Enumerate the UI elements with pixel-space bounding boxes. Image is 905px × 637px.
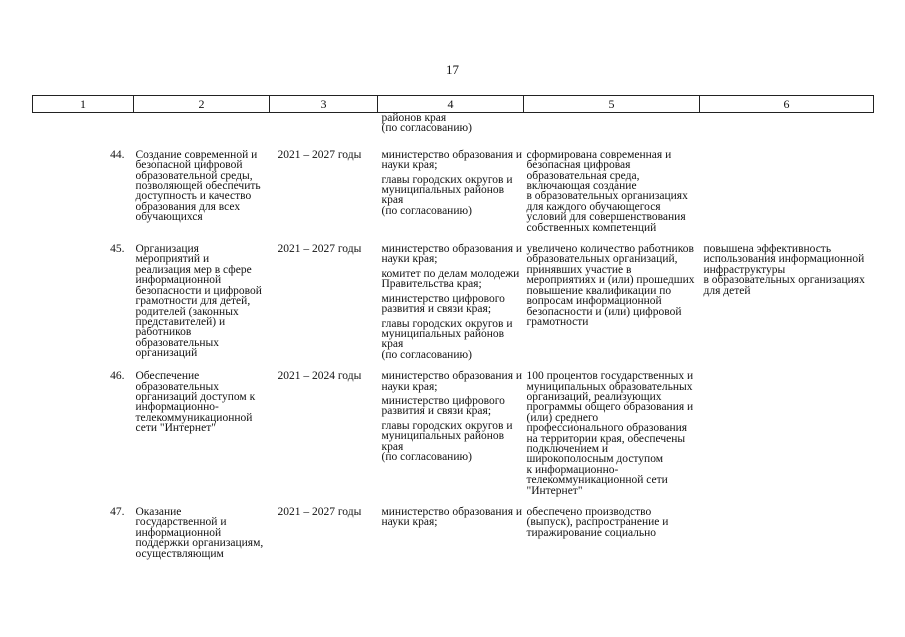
executor-entry: районов края (по согласованию) [381, 112, 472, 135]
implementation-period: 2021 – 2027 годы [277, 148, 362, 161]
implementation-period: 2021 – 2024 годы [277, 370, 362, 383]
executor-entry: главы городских округов и муниципальных районов края (по согласованию) [381, 173, 513, 217]
row-number: 47. [110, 506, 125, 518]
table-row [33, 507, 874, 559]
expected-result: обеспечено производство (выпуск), распространение и тиражирование социально [526, 506, 669, 539]
measure-name: Обеспечение образовательных организаций доступом к информационно-телекоммуникационной сети "Интернет" [135, 370, 256, 435]
row-number: 46. [110, 370, 125, 383]
table-body [33, 113, 874, 560]
expected-result: сформирована современная и безопасная цифровая образовательная среда, включающая создание в образовательных организациях для каждого обучающегося условий для совершенствования собственных компетенций [526, 148, 688, 234]
target-indicator [700, 150, 874, 244]
expected-result: 100 процентов государственных и муниципальных образовательных организаций, реализующих программы общего образования и (или) среднего профессионального образования на территории края, обеспечены подключением и широкополосным доступом к информационно-телекоммуникационной сети "Интернет" [526, 370, 694, 497]
measures-table [32, 95, 874, 559]
executor-entry: министерство образования и науки края; [381, 370, 523, 393]
column-number-5: 5 [524, 96, 700, 113]
executor-entry: министерство образования и науки края; [381, 243, 523, 266]
column-number-4: 4 [378, 96, 524, 113]
column-number-row [33, 96, 874, 113]
page-number: 17 [446, 62, 459, 77]
expected-result: увеличено количество работников образовательных организаций, принявших участие в мероприятиях и (или) прошедших повышение квалификации по вопросам информационной безопасности и (или) цифровой грамотности [526, 243, 695, 328]
target-indicator [700, 507, 874, 559]
measure-name: Оказание государственной и информационной поддержки организациям, осуществляющим [135, 506, 264, 560]
column-number-3: 3 [270, 96, 378, 113]
executor-entry: министерство образования и науки края; [381, 148, 523, 172]
executor-entry: комитет по делам молодежи Правительства края; [381, 267, 520, 291]
executors-cell [378, 113, 524, 150]
column-number-6: 6 [700, 96, 874, 113]
continuation-row [33, 113, 874, 150]
implementation-period: 2021 – 2027 годы [277, 243, 362, 256]
measure-name: Создание современной и безопасной цифровой образовательной среды, позволяющей обеспечить доступность и качество образования для всех обучающихся [135, 148, 261, 224]
executor-entry: министерство образования и науки края; [381, 506, 523, 529]
executor-entry: главы городских округов и муниципальных районов края (по согласованию) [381, 317, 513, 361]
column-number-1: 1 [33, 96, 134, 113]
executor-entry: главы городских округов и муниципальных районов края (по согласованию) [381, 419, 513, 463]
executor-entry: министерство цифрового развития и связи края; [381, 292, 505, 316]
column-number-2: 2 [134, 96, 270, 113]
target-indicator: повышена эффективность использования информационной инфраструктуры в образовательных организациях для детей [703, 243, 865, 297]
executors-cell [378, 244, 524, 371]
row-number: 44. [110, 148, 125, 161]
executors-cell [378, 507, 524, 559]
implementation-period: 2021 – 2027 годы [277, 506, 362, 518]
executor-entry: министерство цифрового развития и связи края; [381, 394, 505, 418]
target-indicator [700, 371, 874, 507]
table-row [33, 371, 874, 507]
table-row [33, 244, 874, 371]
executors-cell [378, 150, 524, 244]
table-row [33, 150, 874, 244]
executors-cell [378, 371, 524, 507]
row-number: 45. [110, 243, 125, 256]
measure-name: Организация мероприятий и реализация мер в сфере информационной безопасности и цифровой грамотности для детей, родителей (законных представителей) и работников образовательных организаций [135, 243, 262, 360]
